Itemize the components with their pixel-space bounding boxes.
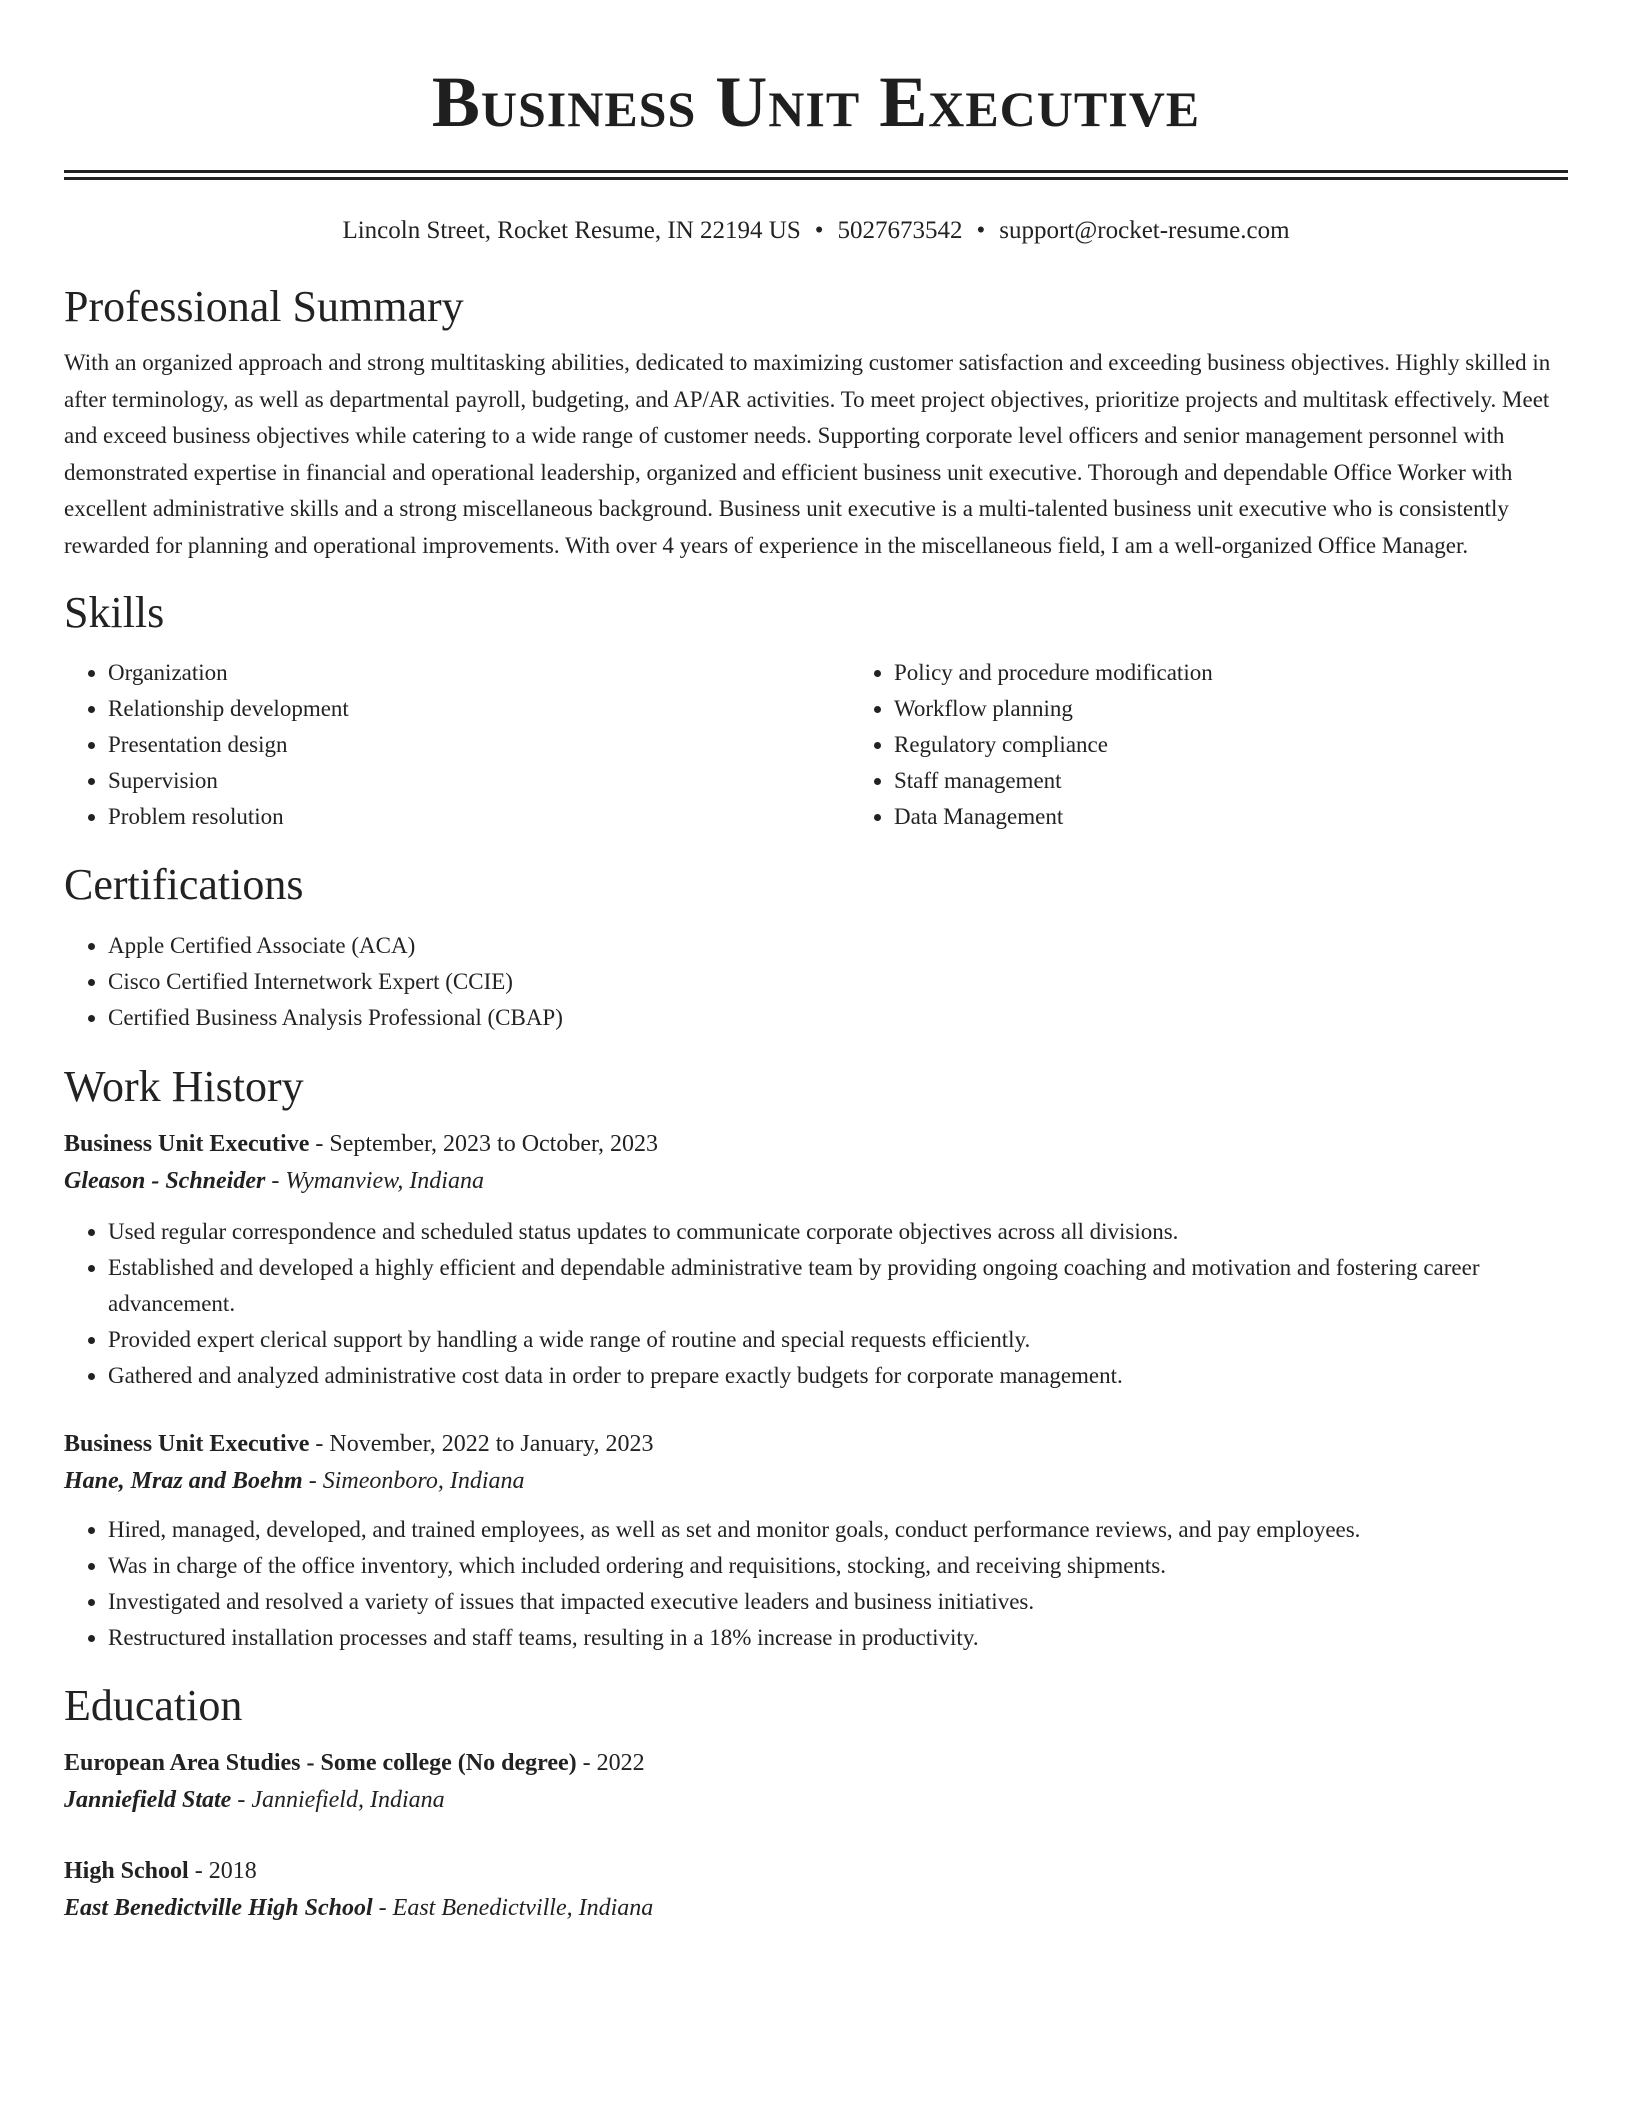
- job-bullet: • Gathered and analyzed administrative cost data in order to prepare exactly budgets for corporate management.: [108, 1358, 1568, 1394]
- skill-item: • Problem resolution: [108, 799, 850, 835]
- contact-address: Lincoln Street, Rocket Resume, IN 22194 US: [342, 217, 801, 244]
- skills-list-left: [64, 655, 850, 835]
- job-title-line: [64, 1126, 1568, 1162]
- job-bullet: • Was in charge of the office inventory, which included ordering and requisitions, stocking, and receiving shipments.: [108, 1548, 1568, 1584]
- job-bullet: • Restructured installation processes and staff teams, resulting in a 18% increase in productivity.: [108, 1620, 1568, 1656]
- job-org-line: [64, 1162, 1568, 1200]
- education-school: East Benedictville High School: [64, 1895, 373, 1921]
- candidate-name: Business Unit Executive: [431, 62, 1201, 142]
- header-double-rule: [64, 170, 1568, 180]
- education-school-line: [64, 1889, 1568, 1927]
- education-school-line: [64, 1781, 1568, 1819]
- joiner: -: [302, 1468, 323, 1494]
- skills-heading: Skills: [64, 588, 165, 637]
- skill-item: • Supervision: [108, 763, 850, 799]
- job-title: Business Unit Executive: [64, 1131, 310, 1157]
- job-org-line: [64, 1462, 1568, 1500]
- education-degree: High School: [64, 1858, 189, 1884]
- skills-grid: [64, 655, 1568, 835]
- job-title: Business Unit Executive: [64, 1431, 310, 1457]
- certifications-list: [64, 928, 1568, 1036]
- skill-item: • Workflow planning: [894, 691, 1568, 727]
- education-location: East Benedictville, Indiana: [392, 1895, 654, 1921]
- job-bullets: [64, 1214, 1568, 1394]
- job-bullet: • Used regular correspondence and scheduled status updates to communicate corporate objectives across all divisions.: [108, 1214, 1568, 1250]
- job-title-line: [64, 1426, 1568, 1462]
- job-company: Hane, Mraz and Boehm: [64, 1468, 303, 1494]
- education-year: 2022: [596, 1750, 645, 1776]
- contact-phone: 5027673542: [837, 217, 963, 244]
- job-dates: September, 2023 to October, 2023: [329, 1131, 659, 1157]
- certification-item: • Apple Certified Associate (ACA): [108, 928, 1568, 964]
- job-bullet: • Investigated and resolved a variety of issues that impacted executive leaders and business initiatives.: [108, 1584, 1568, 1620]
- job-bullet: • Established and developed a highly efficient and dependable administrative team by providing ongoing coaching and motivation and fostering career advancement.: [108, 1250, 1568, 1322]
- job-location: Wymanview, Indiana: [285, 1168, 484, 1194]
- job-dates: November, 2022 to January, 2023: [329, 1431, 654, 1457]
- education-heading: Education: [64, 1681, 243, 1730]
- joiner: -: [231, 1787, 252, 1813]
- skill-item: • Organization: [108, 655, 850, 691]
- education-school: Janniefield State: [64, 1787, 232, 1813]
- job-bullet: • Provided expert clerical support by handling a wide range of routine and special requests efficiently.: [108, 1322, 1568, 1358]
- job-bullet: • Hired, managed, developed, and trained employees, as well as set and monitor goals, conduct performance reviews, and pay employees.: [108, 1512, 1568, 1548]
- contact-separator: •: [814, 217, 824, 244]
- certification-item: • Certified Business Analysis Professional (CBAP): [108, 1000, 1568, 1036]
- certifications-heading: Certifications: [64, 860, 304, 909]
- education-entry: [64, 1853, 1568, 1927]
- joiner: -: [188, 1858, 209, 1884]
- job-bullets: [64, 1512, 1568, 1656]
- joiner: -: [372, 1895, 393, 1921]
- job-company: Gleason - Schneider: [64, 1168, 266, 1194]
- skill-item: • Regulatory compliance: [894, 727, 1568, 763]
- skill-item: • Data Management: [894, 799, 1568, 835]
- skill-item: • Presentation design: [108, 727, 850, 763]
- education-degree: European Area Studies - Some college (No degree): [64, 1750, 577, 1776]
- work-history-heading: Work History: [64, 1062, 304, 1111]
- contact-line: [64, 214, 1568, 248]
- job-entry: [64, 1126, 1568, 1394]
- contact-separator: •: [976, 217, 986, 244]
- job-entry: [64, 1426, 1568, 1656]
- job-location: Simeonboro, Indiana: [322, 1468, 525, 1494]
- certification-item: • Cisco Certified Internetwork Expert (CCIE): [108, 964, 1568, 1000]
- education-entry: [64, 1745, 1568, 1819]
- joiner: -: [309, 1431, 330, 1457]
- summary-text: With an organized approach and strong multitasking abilities, dedicated to maximizing customer satisfaction and exceeding business objectives. Highly skilled in after terminology, as well as departmental payroll, budgeting, and AP/AR activities. To meet project objectives, prioritize projects and multitask effectively. Meet and exceed business objectives while catering to a wide range of customer needs. Supporting corporate level officers and senior management personnel with demonstrated expertise in financial and operational leadership, organized and efficient business unit executive. Thorough and dependable Office Worker with excellent administrative skills and a strong miscellaneous background. Business unit executive is a multi-talented business unit executive who is consistently rewarded for planning and operational improvements. With over 4 years of experience in the miscellaneous field, I am a well-organized Office Manager.: [64, 350, 1551, 558]
- skill-item: • Policy and procedure modification: [894, 655, 1568, 691]
- joiner: -: [265, 1168, 286, 1194]
- skill-item: • Relationship development: [108, 691, 850, 727]
- summary-heading: Professional Summary: [64, 282, 464, 331]
- education-title-line: [64, 1745, 1568, 1781]
- joiner: -: [309, 1131, 330, 1157]
- joiner: -: [576, 1750, 597, 1776]
- skill-item: • Staff management: [894, 763, 1568, 799]
- skills-list-right: [850, 655, 1568, 835]
- education-title-line: [64, 1853, 1568, 1889]
- education-year: 2018: [208, 1858, 257, 1884]
- education-location: Janniefield, Indiana: [251, 1787, 445, 1813]
- contact-email[interactable]: support@rocket-resume.com: [999, 217, 1290, 244]
